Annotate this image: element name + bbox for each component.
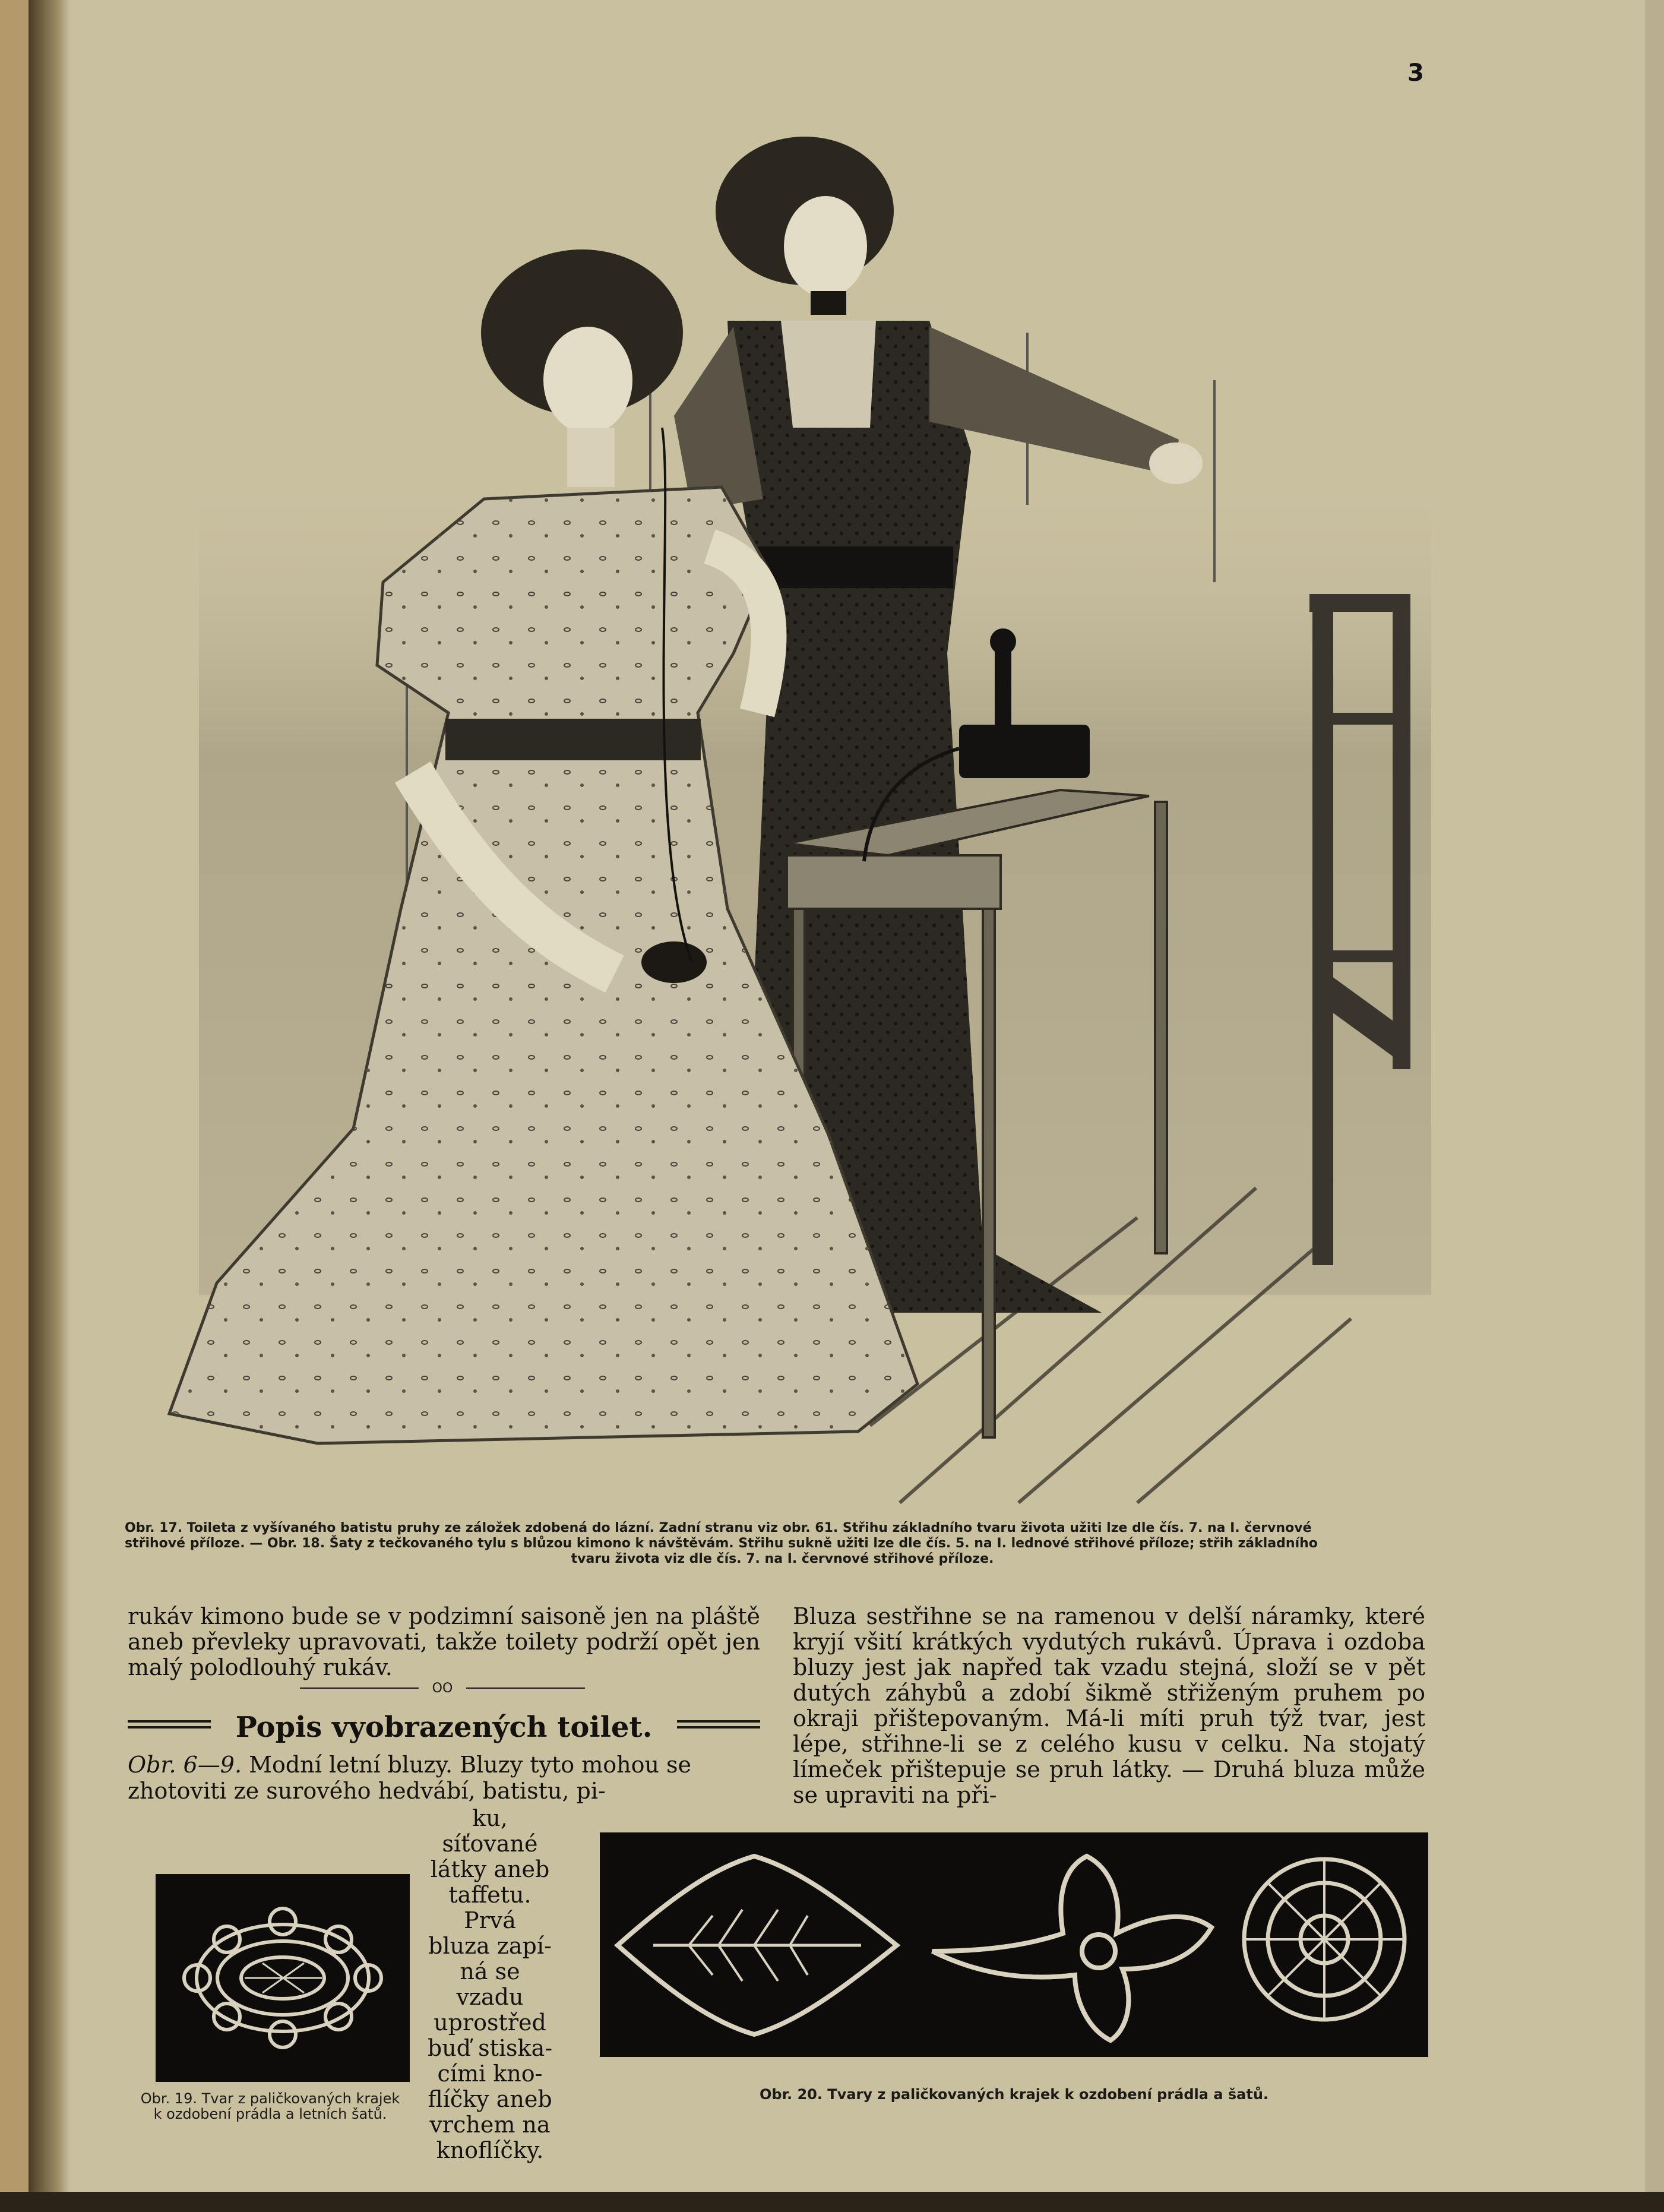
narrow-line: buď stiska-	[427, 2035, 553, 2061]
section-heading-block	[128, 1711, 760, 1746]
caption-line-3: tvaru života viz dle čís. 7. na I. červnové střihové příloze.	[571, 1551, 994, 1566]
figure-19-caption	[122, 2091, 419, 2122]
narrow-line: flíčky aneb	[428, 2086, 552, 2112]
caption-line-1: Obr. 17. Toileta z vyšívaného batistu pruhy ze záložek zdobená do lázní. Zadní stranu viz obr. 61. Střihu základního tvaru života užiti lze dle čís. 7. na I. červnové	[125, 1521, 1312, 1535]
binding-gutter	[29, 0, 70, 2212]
main-illustration-caption	[125, 1521, 1440, 1567]
divider-glyph: OO	[432, 1682, 453, 1694]
narrow-line: uprostřed	[434, 2009, 546, 2036]
figure-20-caption: Obr. 20. Tvary z paličkovaných krajek k ozdobení prádla a šatů.	[759, 2086, 1269, 2103]
caption-line-2: střihové příloze. — Obr. 18. Šaty z tečkovaného tylu s blůzou kimono k návštěvám. Střihu sukně užiti lze dle čís. 5. na I. lednové střihové příloze; střih základního	[125, 1536, 1318, 1551]
narrow-line: taffetu. Prvá	[448, 1882, 532, 1933]
narrow-line: cími kno-	[437, 2061, 543, 2087]
lace-rosette-shape	[1244, 1859, 1404, 2020]
left-page-edge	[0, 0, 29, 2212]
fashion-illustration	[128, 119, 1431, 1506]
bottom-scan-edge	[0, 2192, 1664, 2212]
obr-line	[128, 1752, 760, 1778]
narrow-line: ná se vzadu	[456, 1958, 524, 2010]
lace-figure-20	[600, 1832, 1428, 2057]
narrow-line: knoflíčky.	[436, 2137, 544, 2163]
narrow-line: vrchem na	[429, 2112, 551, 2138]
narrow-line: bluza zapí-	[428, 1933, 552, 1959]
left-column-paragraph: rukáv kimono bude se v podzimní saisoně jen na pláště aneb převleky upravovati, takže toilety podrží opět jen malý polodlouhý rukáv.	[128, 1603, 760, 1680]
blouse-text-line-2: zhotoviti ze surového hedvábí, batistu, pi-	[128, 1778, 606, 1804]
section-heading: Popis vyobrazených toilet.	[235, 1711, 653, 1744]
heading-rule-right	[677, 1720, 760, 1728]
obr-text: Modní letní bluzy. Bluzy tyto mohou se	[242, 1752, 692, 1778]
lace-figure-19	[156, 1874, 410, 2082]
right-page-edge	[1645, 0, 1664, 2212]
obr-label: Obr. 6—9.	[128, 1752, 242, 1778]
narrow-line: látky aneb	[430, 1856, 550, 1882]
narrow-line: ku, síťované	[442, 1805, 538, 1857]
ornamental-divider	[300, 1682, 585, 1694]
right-column-paragraph: Bluza sestřihne se na ramenou v delší náramky, které kryjí všití krátkých vydutých rukávů. Úprava i ozdoba bluzy jest jak napřed tak vzadu stejná, složí se v pět dutých záhybů a zdobí šikmě střiženým pruhem po okraji přištepovaným. Má-li míti pruh týž tvar, jest lépe, střihne-li se z celého kusu v celku. Na stojatý límeček přištepuje se pruh látky. — Druhá bluza může se upraviti na při-	[793, 1603, 1425, 1808]
figure-19-caption-line-2: k ozdobení prádla a letních šatů.	[153, 2106, 387, 2122]
narrow-text-column	[425, 1806, 555, 2163]
page-number: 3	[1407, 59, 1424, 87]
figure-19-caption-line-1: Obr. 19. Tvar z paličkovaných krajek	[140, 2090, 400, 2107]
